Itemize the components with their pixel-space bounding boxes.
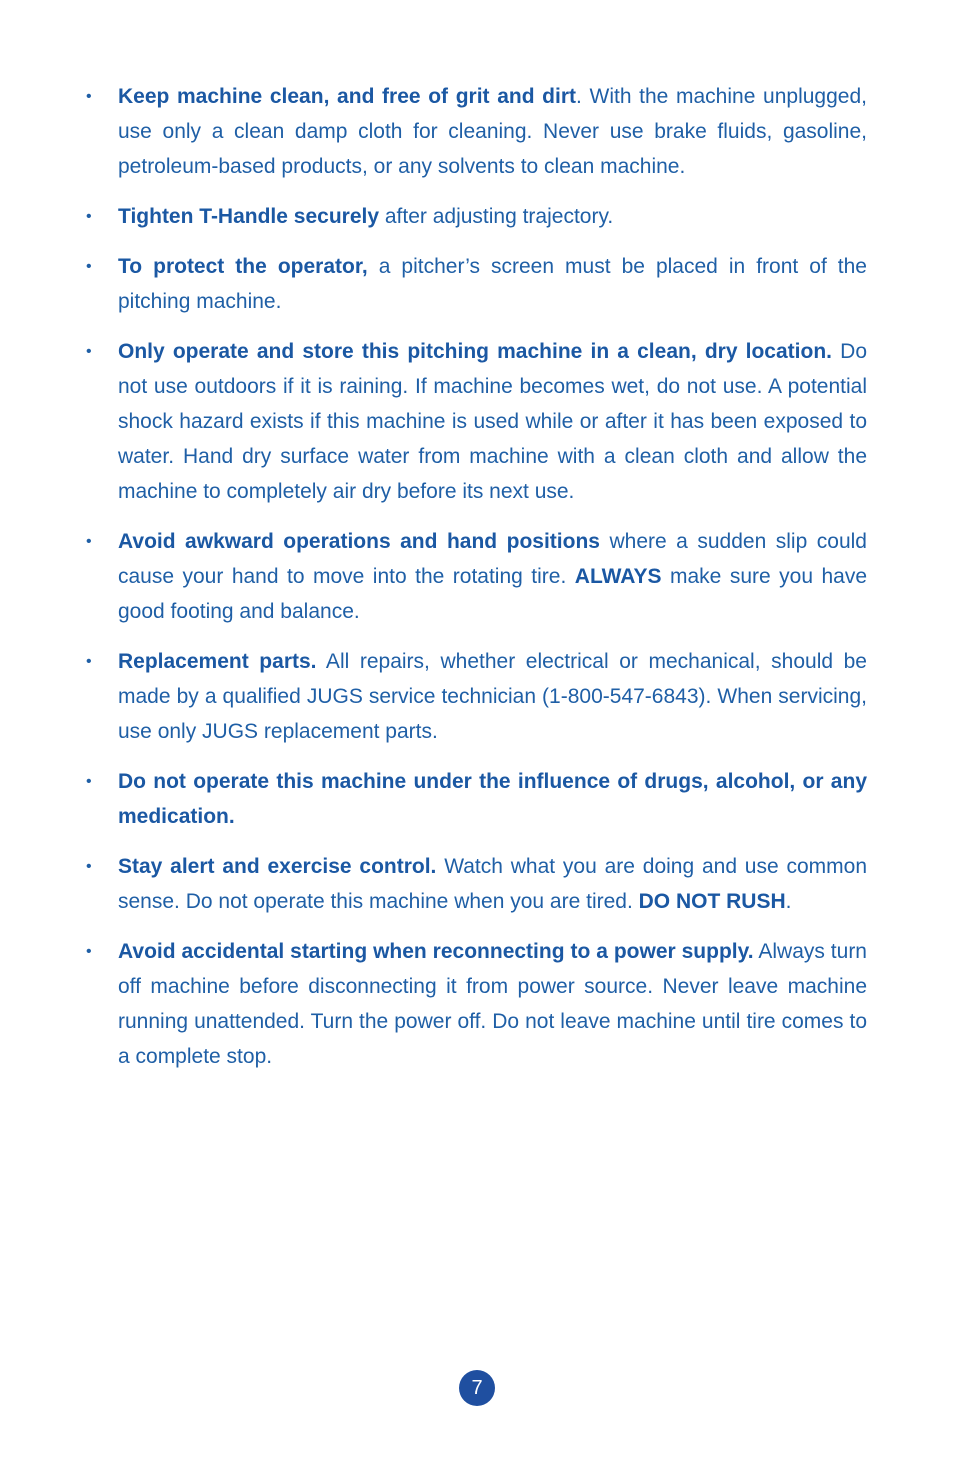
page-number-badge: 7 <box>459 1370 495 1406</box>
item-heading: Replacement parts. <box>118 650 317 673</box>
item-text: . With the machine unplugged, use only a clean damp cloth for cleaning. Never use brake fluids, gasoline, petroleum-based products, or any solvents to clean machine. <box>118 85 867 178</box>
item-heading: To protect the operator, <box>118 255 368 278</box>
item-text: Watch what you are doing and use common sense. Do not operate this machine when you are tired. <box>118 855 868 913</box>
item-text: where a sudden slip could cause your hand to move into the rotating tire. <box>118 530 867 588</box>
bullet-icon: • <box>86 773 92 790</box>
list-item <box>86 334 867 509</box>
bullet-icon: • <box>86 653 92 670</box>
bullet-icon: • <box>86 258 92 275</box>
list-item <box>86 644 867 749</box>
bullet-icon: • <box>86 343 92 360</box>
item-heading: Only operate and store this pitching machine in a clean, dry location. <box>118 340 832 363</box>
item-text-continued: make sure you have good footing and balance. <box>118 565 867 623</box>
list-item <box>86 524 867 629</box>
list-item <box>86 79 867 184</box>
item-text-continued: . <box>785 890 792 913</box>
item-text: Do not use outdoors if it is raining. If machine becomes wet, do not use. A potential shock hazard exists if this machine is used while or after it has been exposed to water. Hand dry surface water from machine with a clean cloth and allow the machine to completely air dry before its next use. <box>118 340 867 503</box>
item-text: a pitcher’s screen must be placed in front of the pitching machine. <box>118 255 867 313</box>
bullet-icon: • <box>86 208 92 225</box>
item-emphasis: DO NOT RUSH <box>638 890 786 913</box>
item-heading: Avoid awkward operations and hand positions <box>118 530 600 553</box>
list-item <box>86 934 867 1074</box>
safety-instructions-list <box>86 79 867 1089</box>
bullet-icon: • <box>86 943 92 960</box>
item-text: All repairs, whether electrical or mechanical, should be made by a qualified JUGS service technician (1-800-547-6843). When servicing, use only JUGS replacement parts. <box>118 650 867 743</box>
list-item <box>86 199 867 234</box>
item-heading: Tighten T-Handle securely <box>118 205 380 228</box>
bullet-icon: • <box>86 858 92 875</box>
item-heading: Do not operate this machine under the influence of drugs, alcohol, or any medication. <box>118 770 867 828</box>
list-item <box>86 849 867 919</box>
list-item <box>86 249 867 319</box>
bullet-icon: • <box>86 88 92 105</box>
item-emphasis: ALWAYS <box>574 565 662 588</box>
bullet-icon: • <box>86 533 92 550</box>
item-text: after adjusting trajectory. <box>379 205 614 228</box>
item-heading: Avoid accidental starting when reconnecting to a power supply. <box>118 940 754 963</box>
item-heading: Keep machine clean, and free of grit and dirt <box>118 85 577 108</box>
item-text: Always turn off machine before disconnecting it from power source. Never leave machine running unattended. Turn the power off. Do not leave machine until tire comes to a complete stop. <box>118 940 867 1068</box>
item-heading: Stay alert and exercise control. <box>118 855 437 878</box>
list-item <box>86 764 867 834</box>
